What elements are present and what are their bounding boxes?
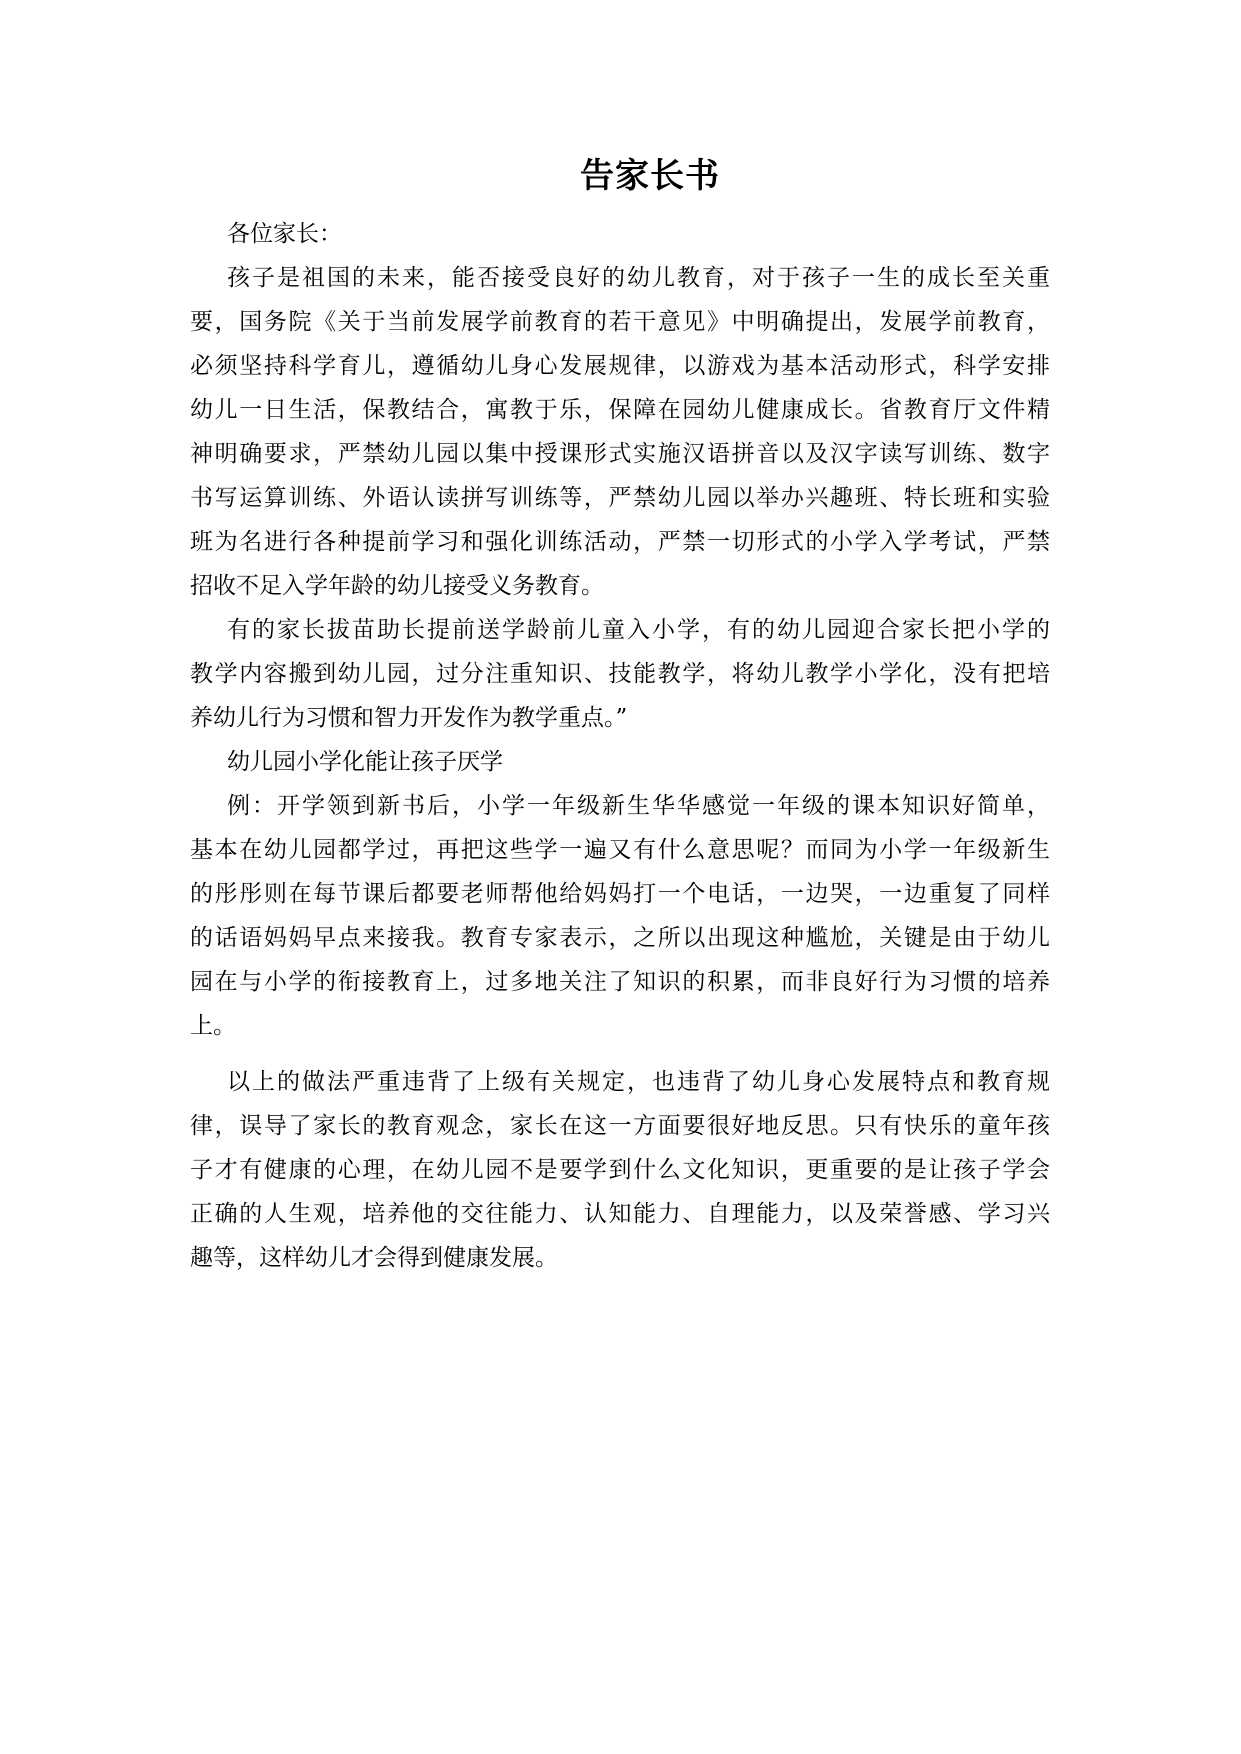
paragraph-line: 园在与小学的衔接教育上，过多地关注了知识的积累，而非良好行为习惯的培养 [190, 969, 1050, 995]
paragraph-line: 趣等，这样幼儿才会得到健康发展。 [190, 1245, 558, 1271]
paragraph-line: 班为名进行各种提前学习和强化训练活动，严禁一切形式的小学入学考试，严禁 [190, 529, 1050, 555]
paragraph-line: 上。 [190, 1013, 236, 1039]
paragraph-line: 神明确要求，严禁幼儿园以集中授课形式实施汉语拼音以及汉字读写训练、数字 [190, 441, 1050, 467]
paragraph-line: 孩子是祖国的未来，能否接受良好的幼儿教育，对于孩子一生的成长至关重 [227, 265, 1050, 291]
paragraph-line: 以上的做法严重违背了上级有关规定，也违背了幼儿身心发展特点和教育规 [227, 1069, 1050, 1095]
paragraph-line: 的话语妈妈早点来接我。教育专家表示，之所以出现这种尴尬，关键是由于幼儿 [190, 925, 1050, 951]
paragraph-1 [190, 256, 1050, 608]
paragraph-line: 必须坚持科学育儿，遵循幼儿身心发展规律，以游戏为基本活动形式，科学安排 [190, 353, 1050, 379]
paragraph-gap [190, 1048, 1050, 1060]
paragraph-line: 书写运算训练、外语认读拼写训练等，严禁幼儿园以举办兴趣班、特长班和实验 [190, 485, 1050, 511]
paragraph-3 [190, 740, 1050, 784]
paragraph-line: 教学内容搬到幼儿园，过分注重知识、技能教学，将幼儿教学小学化，没有把培 [190, 661, 1050, 687]
paragraph-line: 招收不足入学年龄的幼儿接受义务教育。 [190, 573, 604, 599]
paragraph-line: 基本在幼儿园都学过，再把这些学一遍又有什么意思呢？而同为小学一年级新生 [190, 837, 1050, 863]
paragraph-line: 幼儿一日生活，保教结合，寓教于乐，保障在园幼儿健康成长。省教育厅文件精 [190, 397, 1050, 423]
document-body [190, 212, 1050, 1280]
paragraph-2 [190, 608, 1050, 740]
salutation: 各位家长： [227, 221, 342, 247]
paragraph-line: 的彤彤则在每节课后都要老师帮他给妈妈打一个电话，一边哭，一边重复了同样 [190, 881, 1050, 907]
paragraph-line: 有的家长拔苗助长提前送学龄前儿童入小学，有的幼儿园迎合家长把小学的 [227, 617, 1050, 643]
section-heading: 幼儿园小学化能让孩子厌学 [227, 749, 503, 775]
paragraph-line: 养幼儿行为习惯和智力开发作为教学重点。” [190, 705, 628, 731]
paragraph-4 [190, 784, 1050, 1048]
paragraph-line: 子才有健康的心理，在幼儿园不是要学到什么文化知识，更重要的是让孩子学会 [190, 1157, 1050, 1183]
paragraph-5 [190, 1060, 1050, 1280]
paragraph-line: 律，误导了家长的教育观念，家长在这一方面要很好地反思。只有快乐的童年孩 [190, 1113, 1050, 1139]
paragraph-line: 要，国务院《关于当前发展学前教育的若干意见》中明确提出，发展学前教育， [190, 309, 1050, 335]
paragraph-line: 正确的人生观，培养他的交往能力、认知能力、自理能力，以及荣誉感、学习兴 [190, 1201, 1050, 1227]
paragraph-line: 例：开学领到新书后，小学一年级新生华华感觉一年级的课本知识好简单， [227, 793, 1050, 819]
document-title: 告家长书 [580, 156, 720, 196]
